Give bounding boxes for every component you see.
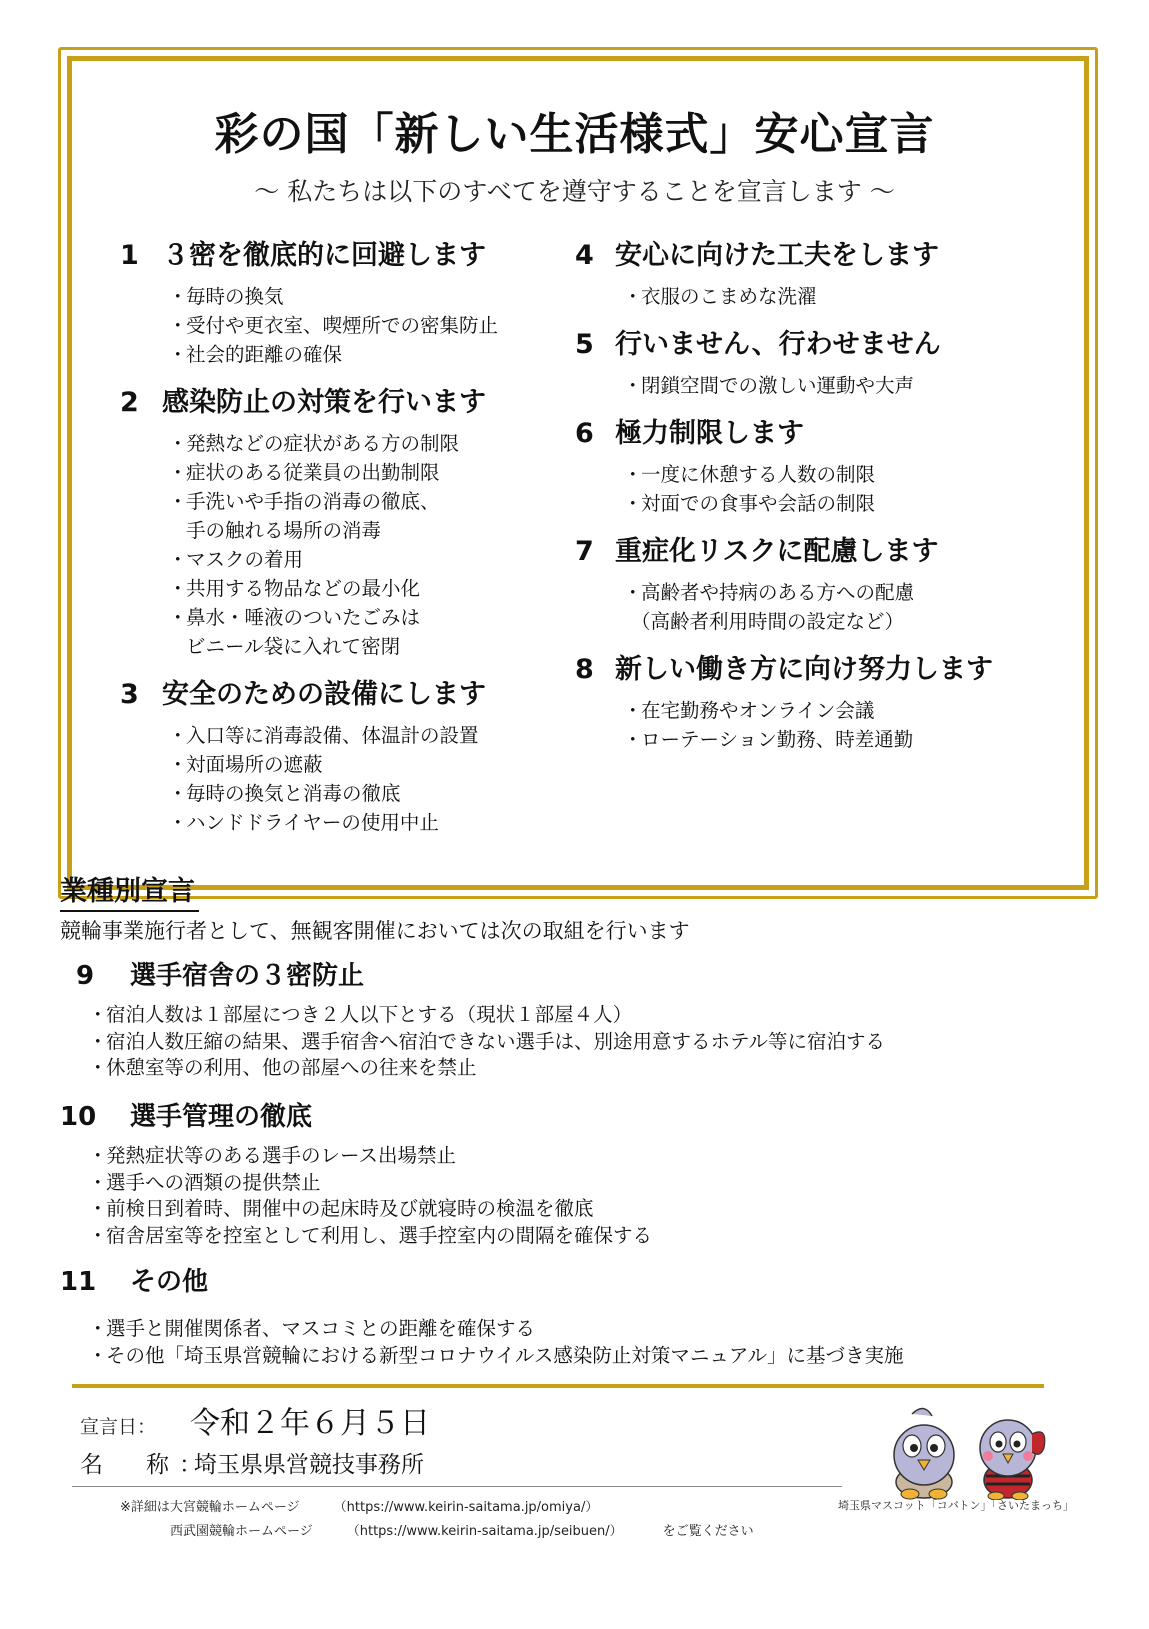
list-item: ・ 受付や更衣室、喫煙所での密集防止 (168, 311, 560, 340)
declaration-name-value: 埼玉県県営競技事務所 (194, 1452, 424, 1478)
section-heading (575, 650, 1035, 690)
section-items (623, 696, 1035, 754)
list-item: ・ 対面での食事や会話の制限 (623, 489, 1035, 518)
list-item: ・ マスクの着用 (168, 545, 560, 574)
list-item: ・ その他「埼玉県営競輪における新型コロナウイルス感染防止対策マニュアル」に基づき実施 (88, 1343, 1060, 1370)
list-item: ・ 社会的距離の確保 (168, 340, 560, 369)
list-item: ・ 共用する物品などの最小化 (168, 574, 560, 603)
left-column (120, 236, 560, 851)
list-item-note: （高齢者利用時間の設定など） (631, 610, 905, 633)
section-title: 重症化リスクに配慮します (615, 536, 939, 567)
section-heading (575, 414, 1035, 454)
section-heading (120, 383, 560, 423)
note-omiya (120, 1496, 598, 1515)
declaration-date-value: 令和２年６月５日 (190, 1406, 430, 1441)
list-item: ・ 宿舎居室等を控室として利用し、選手控室内の間隔を確保する (88, 1223, 1060, 1250)
section-number: 2 (120, 387, 139, 418)
section-11 (60, 1262, 1060, 1369)
section-number: 4 (575, 240, 594, 271)
industry-heading: 業種別宣言 (60, 874, 199, 912)
section-7 (575, 532, 1035, 636)
kobaton-mascot-icon (894, 1408, 954, 1499)
mascot-illustration (872, 1400, 1072, 1500)
section-items (623, 371, 1035, 400)
list-item: ・ ハンドドライヤーの使用中止 (168, 808, 560, 837)
section-3 (120, 675, 560, 837)
list-item: ・ 宿泊人数は１部屋につき２人以下とする（現状１部屋４人） (88, 1002, 1060, 1029)
gold-divider (72, 1384, 1044, 1388)
section-5 (575, 325, 1035, 400)
page-title: 彩の国「新しい生活様式」安心宣言 (214, 109, 935, 160)
section-title: 選手宿舎の３密防止 (130, 961, 365, 991)
note-seibuen (170, 1520, 754, 1539)
list-item: ・ 選手への酒類の提供禁止 (88, 1170, 1060, 1197)
section-heading (60, 1262, 1060, 1302)
list-item: ・ 衣服のこまめな洗濯 (623, 282, 1035, 311)
section-title: ３密を徹底的に回避します (162, 240, 486, 271)
list-item: ・ 入口等に消毒設備、体温計の設置 (168, 721, 560, 750)
list-item: ・ 閉鎖空間での激しい運動や大声 (623, 371, 1035, 400)
declaration-name-label: 名 称： (80, 1452, 212, 1478)
saitamacchi-mascot-icon (980, 1420, 1045, 1500)
section-number: 11 (60, 1267, 97, 1297)
list-item: ・ 宿泊人数圧縮の結果、選手宿舎へ宿泊できない選手は、別途用意するホテル等に宿泊する (88, 1029, 1060, 1056)
section-items (168, 429, 560, 661)
list-item: ・ ローテーション勤務、時差通勤 (623, 725, 1035, 754)
declaration-date (80, 1398, 430, 1442)
section-9 (60, 956, 1060, 1082)
note-omiya-label: ※詳細は大宮競輪ホームページ (120, 1500, 300, 1515)
section-heading (120, 236, 560, 276)
list-item: ・ 症状のある従業員の出勤制限 (168, 458, 560, 487)
section-items (623, 282, 1035, 311)
section-title: 選手管理の徹底 (130, 1102, 313, 1132)
section-heading (575, 532, 1035, 572)
section-title: 極力制限します (615, 418, 804, 449)
section-number: 10 (60, 1102, 97, 1132)
list-item: ・ 前検日到着時、開催中の起床時及び就寝時の検温を徹底 (88, 1196, 1060, 1223)
section-heading (60, 1097, 1060, 1137)
section-title: その他 (130, 1267, 209, 1297)
omiya-url-link[interactable]: （https://www.keirin-saitama.jp/omiya/） (333, 1500, 599, 1515)
section-items (88, 1316, 1060, 1369)
list-item: ・ 対面場所の遮蔽 (168, 750, 560, 779)
section-8 (575, 650, 1035, 754)
section-number: 5 (575, 329, 594, 360)
right-column (575, 236, 1035, 768)
list-item: ・ 発熱症状等のある選手のレース出場禁止 (88, 1143, 1060, 1170)
section-heading (575, 325, 1035, 365)
section-heading (120, 675, 560, 715)
section-items (168, 721, 560, 837)
declaration-name (80, 1446, 424, 1479)
section-number: 1 (120, 240, 139, 271)
list-item: ・ 休憩室等の利用、他の部屋への往来を禁止 (88, 1055, 1060, 1082)
section-title: 感染防止の対策を行います (162, 387, 486, 418)
section-items (623, 578, 1035, 636)
section-6 (575, 414, 1035, 518)
section-number: 6 (575, 418, 594, 449)
section-4 (575, 236, 1035, 311)
section-number: 8 (575, 654, 594, 685)
section-heading (60, 956, 1060, 996)
section-number: 7 (575, 536, 594, 567)
list-item-continuation: ビニール袋に入れて密閉 (186, 635, 401, 658)
page-subtitle: ～ 私たちは以下のすべてを遵守することを宣言します ～ (254, 177, 895, 206)
thin-divider (72, 1486, 842, 1487)
seibuen-url-link[interactable]: （https://www.keirin-saitama.jp/seibuen/） (346, 1524, 623, 1539)
list-item-continuation: 手の触れる場所の消毒 (186, 519, 382, 542)
list-item: ・ 発熱などの症状がある方の制限 (168, 429, 560, 458)
section-items (168, 282, 560, 369)
section-number: 9 (76, 961, 95, 991)
section-items (88, 1143, 1060, 1249)
declaration-date-label: 宣言日： (80, 1416, 157, 1438)
list-item: ・ 毎時の換気と消毒の徹底 (168, 779, 560, 808)
section-1 (120, 236, 560, 369)
list-item: ・ 毎時の換気 (168, 282, 560, 311)
list-item: ・ 鼻水・唾液のついたごみは (168, 603, 560, 632)
list-item: ・ 選手と開催関係者、マスコミとの距離を確保する (88, 1316, 1060, 1343)
section-items (623, 460, 1035, 518)
note-seibuen-tail: をご覧ください (662, 1524, 754, 1539)
section-title: 行いません、行わせません (615, 329, 941, 360)
mascot-caption: 埼玉県マスコット「コバトン」「さいたまっち」 (838, 1499, 1075, 1512)
list-item: ・ 高齢者や持病のある方への配慮 (623, 578, 1035, 607)
industry-intro: 競輪事業施行者として、無観客開催においては次の取組を行います (60, 919, 690, 943)
list-item: ・ 一度に休憩する人数の制限 (623, 460, 1035, 489)
section-heading (575, 236, 1035, 276)
section-2 (120, 383, 560, 661)
section-title: 安心に向けた工夫をします (615, 240, 939, 271)
section-items (88, 1002, 1060, 1082)
list-item: ・ 在宅勤務やオンライン会議 (623, 696, 1035, 725)
section-title: 新しい働き方に向け努力します (615, 654, 993, 685)
section-number: 3 (120, 679, 139, 710)
section-title: 安全のための設備にします (162, 679, 486, 710)
list-item: ・ 手洗いや手指の消毒の徹底、 (168, 487, 560, 516)
note-seibuen-label: 西武園競輪ホームページ (170, 1524, 313, 1539)
section-10 (60, 1097, 1060, 1249)
